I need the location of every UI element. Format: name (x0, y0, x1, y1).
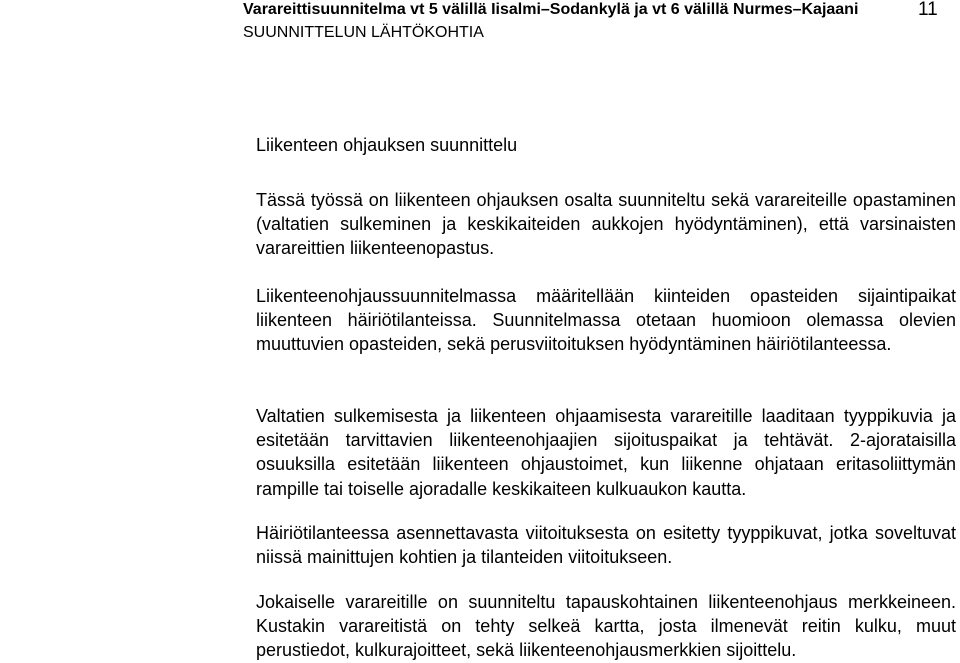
chapter-title: SUUNNITTELUN LÄHTÖKOHTIA (243, 24, 484, 41)
section-heading: Liikenteen ohjauksen suunnittelu (256, 135, 518, 155)
body-paragraph: Liikenteenohjaussuunnitelmassa määritellään kiinteiden opasteiden sijaintipaikat liikenteen häiriötilanteissa. Suunnitelmassa otetaan huomioon olemassa olevien muuttuvien opasteiden, sekä perusviitoituksen hyödyntäminen häiriötilanteessa. (256, 286, 956, 355)
body-paragraph: Jokaiselle varareitille on suunniteltu tapauskohtainen liikenteenohjaus merkkeineen. Kustakin varareitistä on tehty selkeä kartta, josta ilmenevät reitin kulku, muut perustiedot, kulkurajoitteet, sekä liikenteenohjausmerkkien sijoittelu. (256, 592, 956, 661)
body-paragraph: Häiriötilanteessa asennettavasta viitoituksesta on esitetty tyyppikuvat, jotka soveltuvat niissä mainittujen kohtien ja tilanteiden viitoitukseen. (256, 523, 956, 568)
document-title: Varareittisuunnitelma vt 5 välillä Iisalmi–Sodankylä ja vt 6 välillä Nurmes–Kajaani (243, 1, 859, 18)
body-paragraph: Tässä työssä on liikenteen ohjauksen osalta suunniteltu sekä varareiteille opastaminen (valtatien sulkeminen ja keskikaiteiden aukkojen hyödyntäminen), että varsinaisten varareittien liikenteenopastus. (256, 190, 956, 259)
body-paragraph: Valtatien sulkemisesta ja liikenteen ohjaamisesta varareitille laaditaan tyyppikuvia ja esitetään tarvittavien liikenteenohjaajien sijoituspaikat ja tehtävät. 2-ajorataisilla osuuksilla esitetään liikenteen ohjaustoimet, kun liikenne ohjataan eritasoliittymän rampille tai toiselle ajoradalle keskikaiteen kulkuaukon kautta. (256, 406, 956, 499)
page-number: 11 (918, 0, 938, 20)
